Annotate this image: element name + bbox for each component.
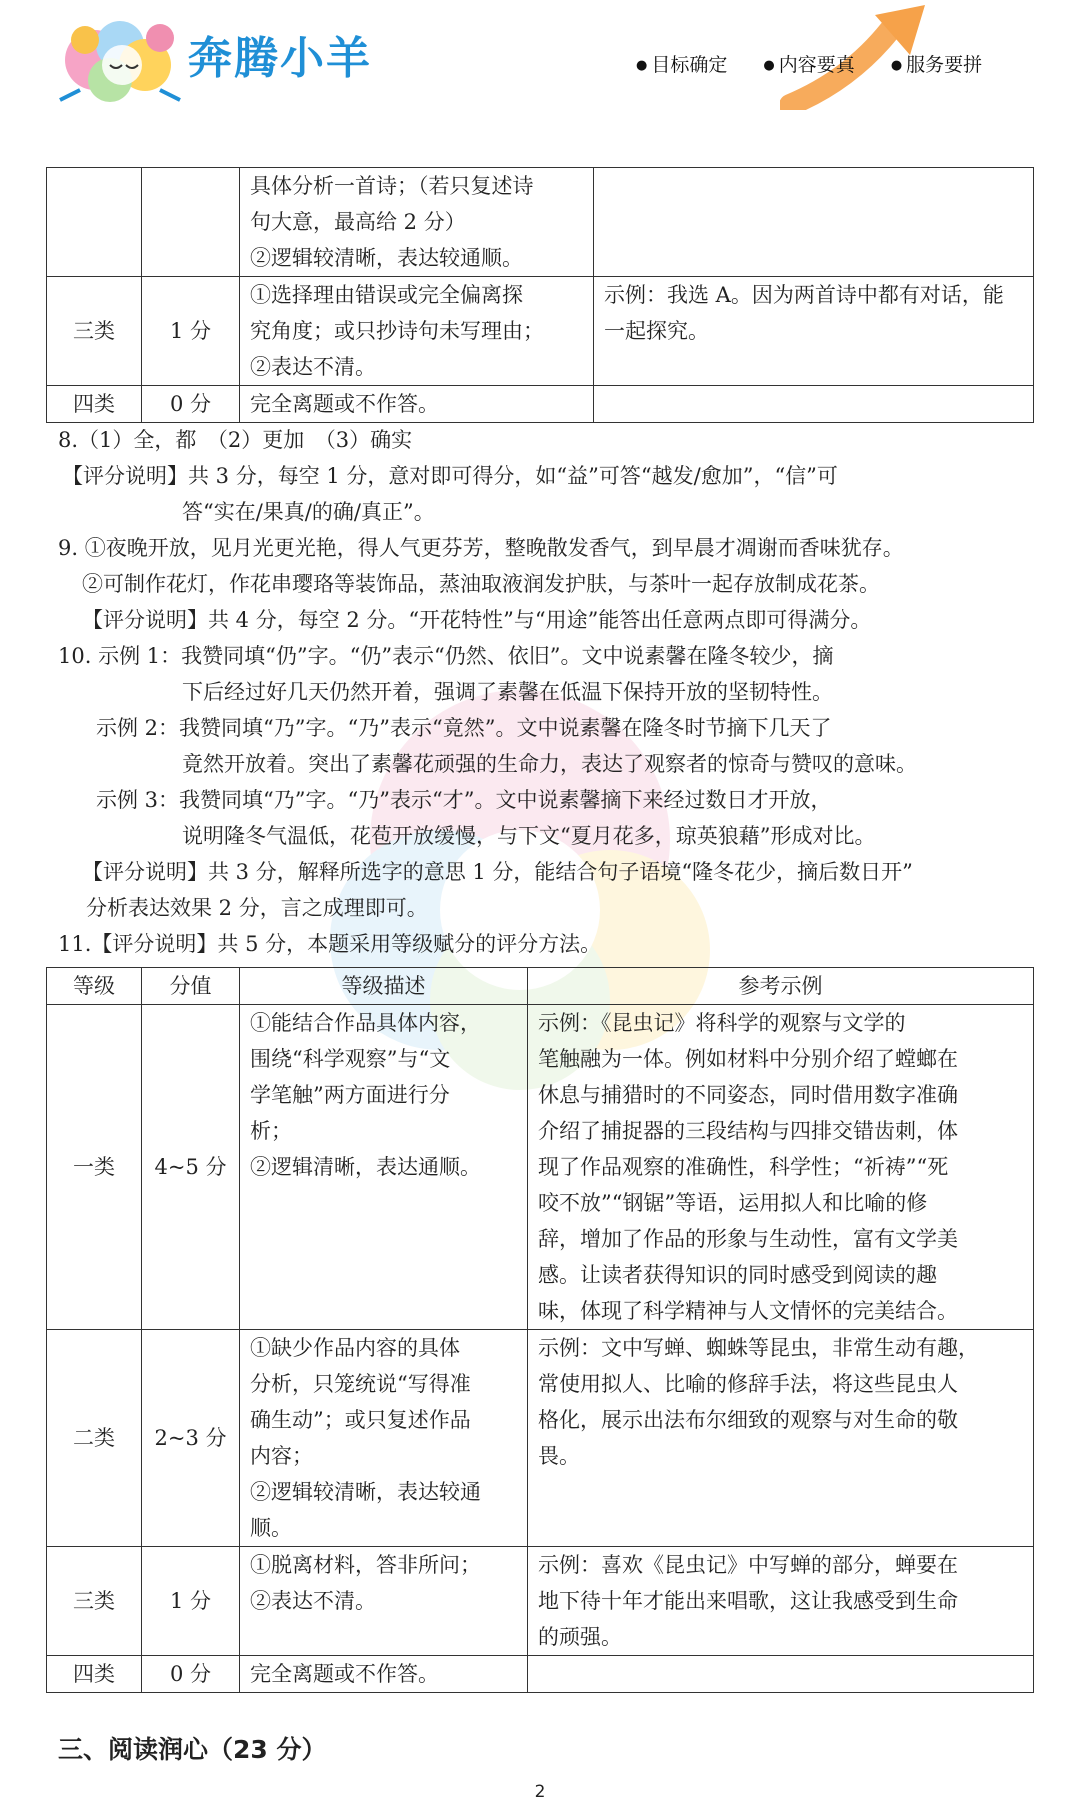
- example-line: 休息与捕猎时的不同姿态，同时借用数字准确: [538, 1083, 958, 1107]
- brand-name: 奔腾小羊: [188, 33, 372, 84]
- description-line: 究角度；或只抄诗句未写理由；: [250, 319, 544, 343]
- description-line: 具体分析一首诗；（若只复述诗: [250, 174, 534, 198]
- answer-q11: 11.【评分说明】共 5 分，本题采用等级赋分的评分方法。: [58, 932, 602, 956]
- grading-table-top: [46, 167, 1034, 423]
- scoring-note: 【评分说明】共 4 分，每空 2 分。“开花特性”与“用途”能答出任意两点即可得满分。: [82, 608, 872, 632]
- example-line: 格化，展示出法布尔细致的观察与对生命的敬: [538, 1408, 958, 1432]
- scoring-note: 分析表达效果 2 分，言之成理即可。: [86, 896, 428, 920]
- scoring-note: 【评分说明】共 3 分，解释所选字的意思 1 分，能结合句子语境“隆冬花少，摘后数日开”: [82, 860, 913, 884]
- grade-cell: 三类: [47, 1547, 142, 1656]
- page-number: 2: [534, 1782, 546, 1802]
- example-cell: [528, 1656, 1034, 1693]
- description-line: ①缺少作品内容的具体: [250, 1336, 460, 1360]
- description-cell: [240, 1005, 528, 1330]
- description-cell: [240, 386, 594, 423]
- slogan-item: ● 服务要拼: [891, 54, 982, 76]
- example-line: 现了作品观察的准确性，科学性；“祈祷”“死: [538, 1155, 949, 1179]
- grade-cell: 一类: [47, 1005, 142, 1330]
- answer-q10: 竟然开放着。突出了素馨花顽强的生命力，表达了观察者的惊奇与赞叹的意味。: [182, 752, 917, 776]
- description-line: ②逻辑较清晰，表达较通顺。: [250, 246, 523, 270]
- answer-q9: ②可制作花灯，作花串璎珞等装饰品，蒸油取液润发护肤，与茶叶一起存放制成花茶。: [82, 572, 880, 596]
- description-line: 析；: [250, 1119, 292, 1143]
- description-line: ②逻辑清晰，表达通顺。: [250, 1155, 481, 1179]
- column-header: 等级: [47, 968, 142, 1005]
- scoring-note: 【评分说明】共 3 分，每空 1 分，意对即可得分，如“益”可答“越发/愈加”，“信”可: [62, 464, 838, 488]
- column-header: 分值: [142, 968, 240, 1005]
- score-cell: 0 分: [142, 386, 240, 423]
- slogan-item: ● 目标确定: [636, 54, 727, 76]
- example-line: 辞，增加了作品的形象与生动性，富有文学美: [538, 1227, 958, 1251]
- answer-q8: 8.（1）全，都 （2）更加 （3）确实: [58, 428, 413, 452]
- answer-q10: 示例 2：我赞同填“乃”字。“乃”表示“竟然”。文中说素馨在隆冬时节摘下几天了: [96, 716, 832, 740]
- description-line: 顺。: [250, 1516, 292, 1540]
- table-row: [47, 1330, 1034, 1547]
- description-line: 围绕“科学观察”与“文: [250, 1047, 451, 1071]
- grade-cell: 三类: [47, 277, 142, 386]
- description-line: ①脱离材料，答非所问；: [250, 1553, 481, 1577]
- description-line: 句大意，最高给 2 分）: [250, 210, 466, 234]
- description-line: ①能结合作品具体内容，: [250, 1011, 481, 1035]
- description-line: ②逻辑较清晰，表达较通: [250, 1480, 481, 1504]
- answer-q10: 说明隆冬气温低，花苞开放缓慢，与下文“夏月花多，琼英狼藉”形成对比。: [182, 824, 876, 848]
- answer-q10: 10. 示例 1：我赞同填“仍”字。“仍”表示“仍然、依旧”。文中说素馨在隆冬较少，摘: [58, 644, 834, 668]
- example-cell: [528, 1330, 1034, 1547]
- description-line: 确生动”；或只复述作品: [250, 1408, 471, 1432]
- example-line: 示例：喜欢《昆虫记》中写蝉的部分，蝉要在: [538, 1553, 958, 1577]
- example-cell: 示例：我选 A。因为两首诗中都有对话，能一起探究。: [594, 277, 1034, 386]
- grade-cell: 四类: [47, 1656, 142, 1693]
- table-row: [47, 386, 1034, 423]
- example-line: 咬不放”“钢锯”等语，运用拟人和比喻的修: [538, 1191, 928, 1215]
- description-cell: [240, 1547, 528, 1656]
- table-row: [47, 277, 1034, 386]
- example-cell: [594, 386, 1034, 423]
- example-line: 常使用拟人、比喻的修辞手法，将这些昆虫人: [538, 1372, 958, 1396]
- table-header-row: [47, 968, 1034, 1005]
- scoring-note: 答“实在/果真/的确/真正”。: [182, 500, 435, 524]
- grade-cell: [47, 168, 142, 277]
- description-cell: [240, 1330, 528, 1547]
- example-cell: [528, 1547, 1034, 1656]
- answer-q9: 9. ①夜晚开放，见月光更光艳，得人气更芬芳，整晚散发香气，到早晨才凋谢而香味犹存。: [58, 536, 904, 560]
- example-line: 示例：《昆虫记》将科学的观察与文学的: [538, 1011, 906, 1035]
- description-cell: [240, 277, 594, 386]
- answer-q10: 示例 3：我赞同填“乃”字。“乃”表示“才”。文中说素馨摘下来经过数日才开放，: [96, 788, 832, 812]
- description-line: 完全离题或不作答。: [250, 1662, 439, 1686]
- example-cell: [594, 168, 1034, 277]
- description-line: 完全离题或不作答。: [250, 392, 439, 416]
- score-cell: 2~3 分: [142, 1330, 240, 1547]
- description-line: ②表达不清。: [250, 355, 376, 379]
- table-row: [47, 1656, 1034, 1693]
- score-cell: 1 分: [142, 1547, 240, 1656]
- example-line: 的顽强。: [538, 1625, 622, 1649]
- score-cell: [142, 168, 240, 277]
- score-cell: 4~5 分: [142, 1005, 240, 1330]
- description-line: 内容；: [250, 1444, 313, 1468]
- example-line: 味，体现了科学精神与人文情怀的完美结合。: [538, 1299, 958, 1323]
- table-row: [47, 168, 1034, 277]
- grade-cell: 四类: [47, 386, 142, 423]
- column-header: 参考示例: [528, 968, 1034, 1005]
- example-line: 地下待十年才能出来唱歌，这让我感受到生命: [538, 1589, 958, 1613]
- description-line: ①选择理由错误或完全偏离探: [250, 283, 523, 307]
- table-row: [47, 1547, 1034, 1656]
- example-cell: [528, 1005, 1034, 1330]
- description-line: 分析，只笼统说“写得准: [250, 1372, 471, 1396]
- example-line: 笔触融为一体。例如材料中分别介绍了螳螂在: [538, 1047, 958, 1071]
- grading-table-bottom: [46, 967, 1034, 1693]
- example-line: 感。让读者获得知识的同时感受到阅读的趣: [538, 1263, 937, 1287]
- description-cell: [240, 1656, 528, 1693]
- slogan-item: ● 内容要真: [763, 54, 854, 76]
- table-row: [47, 1005, 1034, 1330]
- column-header: 等级描述: [240, 968, 528, 1005]
- description-line: ②表达不清。: [250, 1589, 376, 1613]
- description-cell: [240, 168, 594, 277]
- grade-cell: 二类: [47, 1330, 142, 1547]
- example-line: 示例：文中写蝉、蜘蛛等昆虫，非常生动有趣，: [538, 1336, 979, 1360]
- description-line: 学笔触”两方面进行分: [250, 1083, 450, 1107]
- section-title: 三、阅读润心（23 分）: [58, 1735, 327, 1764]
- score-cell: 0 分: [142, 1656, 240, 1693]
- example-line: 介绍了捕捉器的三段结构与四排交错齿刺，体: [538, 1119, 958, 1143]
- answer-q10: 下后经过好几天仍然开着，强调了素馨在低温下保持开放的坚韧特性。: [182, 680, 833, 704]
- example-line: 畏。: [538, 1444, 580, 1468]
- score-cell: 1 分: [142, 277, 240, 386]
